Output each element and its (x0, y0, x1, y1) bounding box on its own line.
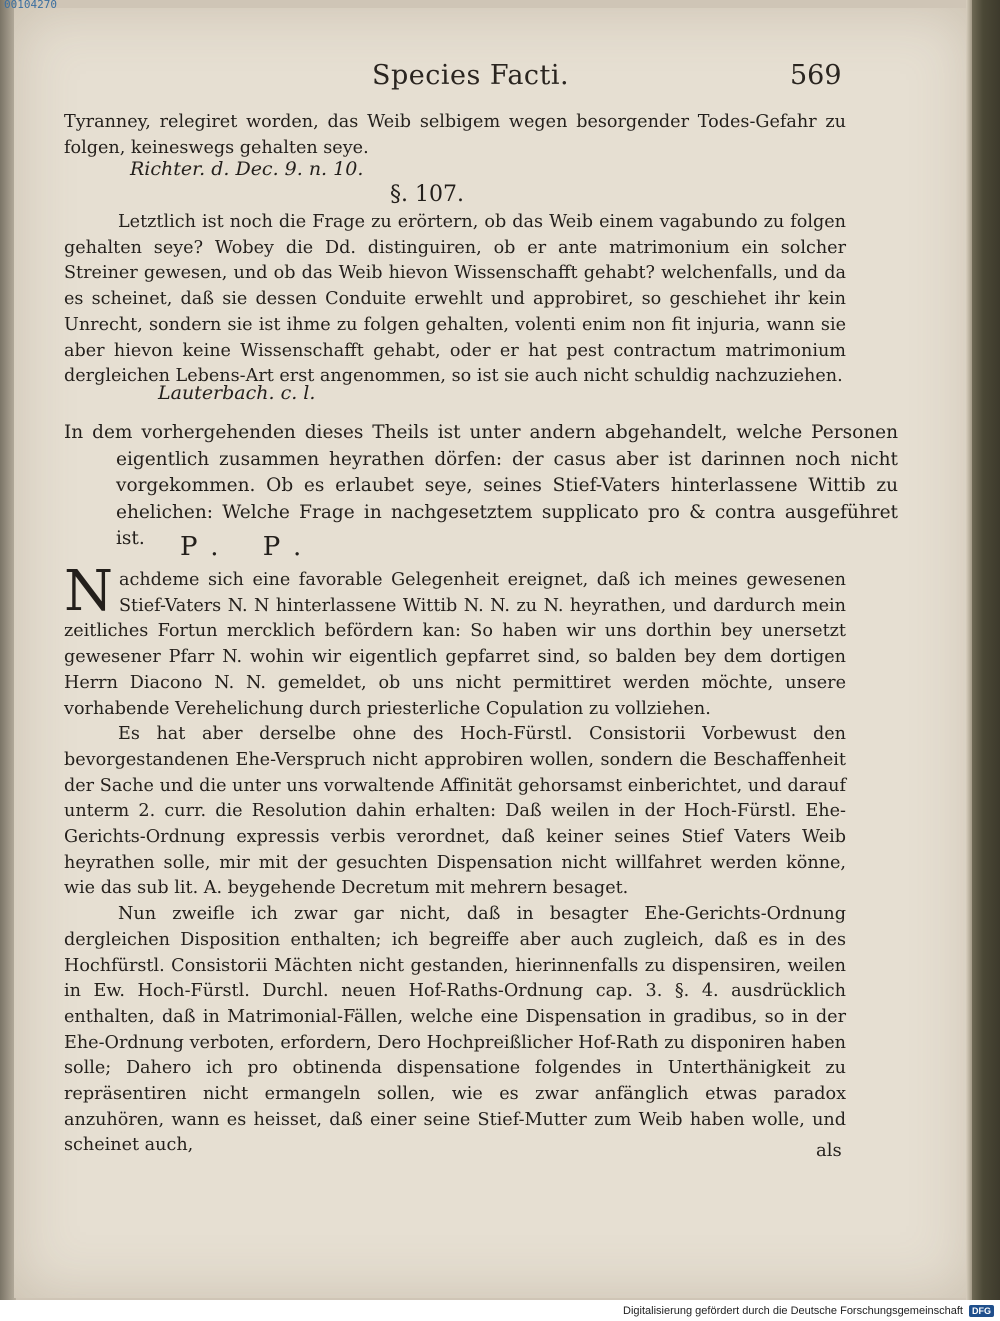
dfg-logo-icon[interactable]: DFG (969, 1305, 994, 1317)
paragraph-text: Tyranney, relegiret worden, das Weib selbigem wegen besorgender Todes-Gefahr zu folgen, keineswegs gehalten seye. (64, 112, 846, 158)
running-head: Species Facti. (372, 60, 570, 91)
footer-text: Digitalisierung gefördert durch die Deutsche Forschungsgemeinschaft (623, 1305, 963, 1317)
page-number: 569 (790, 60, 842, 91)
paragraph-text: In dem vorhergehenden dieses Theils ist unter andern abgehandelt, welche Personen eigentlich zusammen heyrathen dörfen: der casus aber ist darinnen noch nicht vorgekommen. Ob es erlaubet seye, seines Stief-Vaters hinterlassene Wittib zu ehelichen: Welche Frage in nachgesetztem supplicato pro & contra ausgeführet ist. (64, 422, 898, 549)
funding-footer (623, 1302, 994, 1320)
petition-body (64, 559, 846, 1159)
catchword: als (816, 1140, 842, 1161)
citation-lauterbach: Lauterbach. c. l. (158, 382, 316, 404)
petition-paragraph-3: Nun zweifle ich zwar gar nicht, daß in besagter Ehe-Gerichts-Ordnung dergleichen Disposition enthalten; ich begreiffe aber auch zugleich, daß es in des Hochfürstl. Consistorii Mächten nicht gestanden, hierinnenfalls zu dispensiren, weilen in Ew. Hoch-Fürstl. Durchl. neuen Hof-Raths-Ordnung cap. 3. §. 4. ausdrücklich enthalten, daß in Matrimonial-Fällen, welche eine Dispensation in gradibus, so in der Ehe-Ordnung verboten, erfordern, Dero Hochpreißlicher Hof-Rath zu disponiren haben solle; Dahero ich pro obtinenda dispensatione folgendes in Unterthänigkeit zu repräsentiren nicht ermangeln sollen, wie es zwar anfänglich etwas paradox anzuhören, wann es heisset, daß einer seine Stief-Mutter zum Weib haben wolle, und scheinet auch, (64, 904, 846, 1156)
paragraph-107 (64, 210, 846, 390)
book-spine (972, 0, 1000, 1300)
paragraph-top (64, 110, 846, 161)
salutation: P. P. (180, 532, 320, 562)
shelfmark: 00104270 (4, 0, 57, 11)
paragraph-text: achdeme sich eine favorable Gelegenheit ereignet, daß ich meines gewesenen Stief-Vaters N. N hinterlassene Wittib N. N. zu N. heyrathen, und dardurch mein zeitliches Fortun mercklich befördern kan: So haben wir uns dorthin bey unersetzt gewesener Pfarr N. wohin wir eigentlich gepfarret sind, so balden bey dem dortigen Herrn Diacono N. N. gemeldet, ob uns nicht permittiret werden möchte, unsere vorhabende Verehelichung durch priesterliche Copulation zu vollziehen. (64, 570, 846, 719)
drop-cap: N (64, 559, 113, 624)
paragraph-text: Letztlich ist noch die Frage zu erörtern, ob das Weib einem vagabundo zu folgen gehalten seye? Wobey die Dd. distinguiren, ob er ante matrimonium ein solcher Streiner gewesen, und ob das Weib hievon Wissenschafft gehabt? welchenfalls, und da es scheinet, daß sie dessen Conduite erwehlt und approbiret, so geschiehet ihr kein Unrecht, sondern sie ist ihme zu folgen gehalten, volenti enim non fit injuria, wann sie aber hievon keine Wissenschafft gehabt, oder er hat pest contractum matrimonium dergleichen Lebens-Art erst angenommen, so ist sie auch nicht schuldig nachzuziehen. (64, 212, 846, 387)
citation-richter: Richter. d. Dec. 9. n. 10. (130, 158, 364, 180)
petition-paragraph-1 (64, 559, 846, 722)
section-heading: §. 107. (390, 182, 464, 207)
petition-paragraph-2: Es hat aber derselbe ohne des Hoch-Fürstl. Consistorii Vorbewust den bevorgestandenen Ehe-Verspruch nicht approbiren wollen, sondern die Beschaffenheit der Sache und die unter uns vorwaltende Affinität gehorsamst einberichtet, und darauf unterm 2. curr. die Resolution dahin erhalten: Daß weilen in der Hoch-Fürstl. Ehe-Gerichts-Ordnung expressis verbis verordnet, daß keiner seines Stief Vaters Weib heyrathen solle, mir mit der gesuchten Dispensation nicht willfahret werden könne, wie das sub lit. A. beygehende Decretum mit mehrern besaget. (64, 724, 846, 899)
